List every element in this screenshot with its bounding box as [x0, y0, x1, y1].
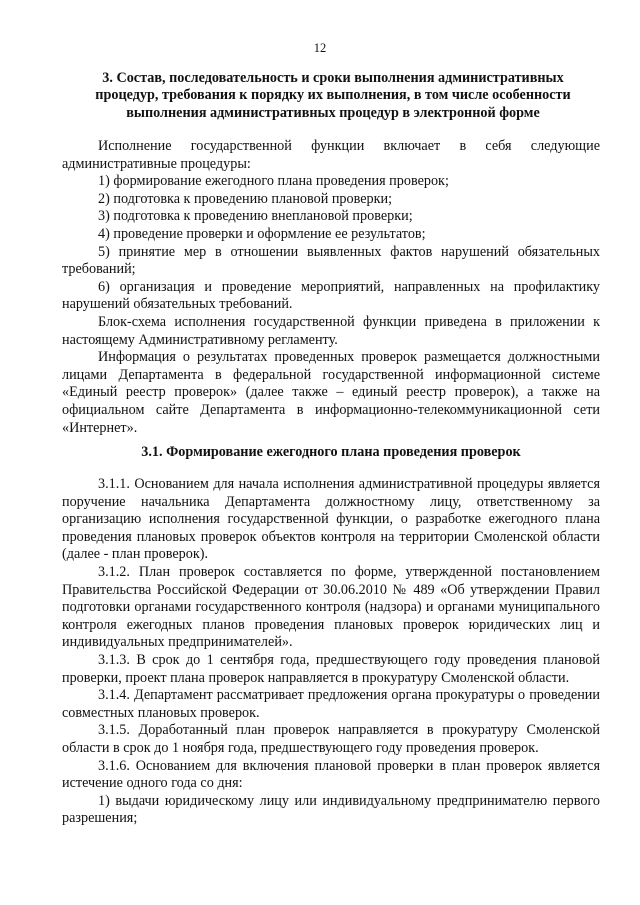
section-heading: 3. Состав, последовательность и сроки выполнения административных процедур, требования к порядку их выполнения, в том числе особенности выполнения административных процедур в электронной форме [95, 70, 571, 121]
list-item: 2) подготовка к проведению плановой проверки; [98, 190, 393, 207]
paragraph: 3.1.2. План проверок составляется по форме, утвержденной постановлением Правительства Российской Федерации от 30.06.2010 № 489 «Об утверждении Правил подготовки органами государственного контроля (надзора) и органами муниципального контроля ежегодных планов проведения плановых проверок юридических лиц и индивидуальных предпринимателей». [62, 563, 600, 651]
list-item: 1) формирование ежегодного плана проведения проверок; [98, 173, 449, 190]
list-item: 6) организация и проведение мероприятий, направленных на профилактику нарушений обязательных требований. [62, 278, 600, 313]
list-item: 5) принятие мер в отношении выявленных фактов нарушений обязательных требований; [62, 243, 600, 278]
paragraph: Блок-схема исполнения государственной функции приведена в приложении к настоящему Административному регламенту. [62, 313, 600, 348]
paragraph: Информация о результатах проведенных проверок размещается должностными лицами Департамента в федеральной государственной информационной системе «Единый реестр проверок» (далее также – единый реестр проверок), а также на официальном сайте Департамента в информационно-телекоммуникационной сети «Интернет». [62, 349, 600, 436]
intro-block [62, 138, 600, 437]
list-item: 4) проведение проверки и оформление ее результатов; [98, 225, 426, 242]
paragraph: 3.1.6. Основанием для включения плановой проверки в план проверок является истечение одного года со дня: [62, 757, 600, 792]
paragraph: 3.1.3. В срок до 1 сентября года, предшествующего году проведения плановой проверки, проект плана проверок направляется в прокуратуру Смоленской области. [62, 651, 600, 686]
paragraph: 3.1.1. Основанием для начала исполнения административной процедуры является поручение начальника Департамента должностному лицу, ответственному за организацию исполнения государственной функции, о разработке ежегодного плана проведения плановых проверок объектов контроля на территории Смоленской области (далее - план проверок). [62, 476, 600, 563]
subsection-heading: 3.1. Формирование ежегодного плана проведения проверок [141, 444, 521, 460]
paragraph: Исполнение государственной функции включает в себя следующие административные процедуры: [62, 138, 600, 172]
paragraph: 3.1.4. Департамент рассматривает предложения органа прокуратуры о проведении совместных плановых проверок. [62, 687, 600, 721]
paragraph: 3.1.5. Доработанный план проверок направляется в прокуратуру Смоленской области в срок до 1 ноября года, предшествующего году проведения проверок. [62, 722, 600, 756]
page-number: 12 [313, 41, 327, 55]
list-item: 1) выдачи юридическому лицу или индивидуальному предпринимателю первого разрешения; [62, 792, 600, 827]
subsection-block [62, 476, 600, 828]
list-item: 3) подготовка к проведению внеплановой проверки; [98, 208, 413, 225]
